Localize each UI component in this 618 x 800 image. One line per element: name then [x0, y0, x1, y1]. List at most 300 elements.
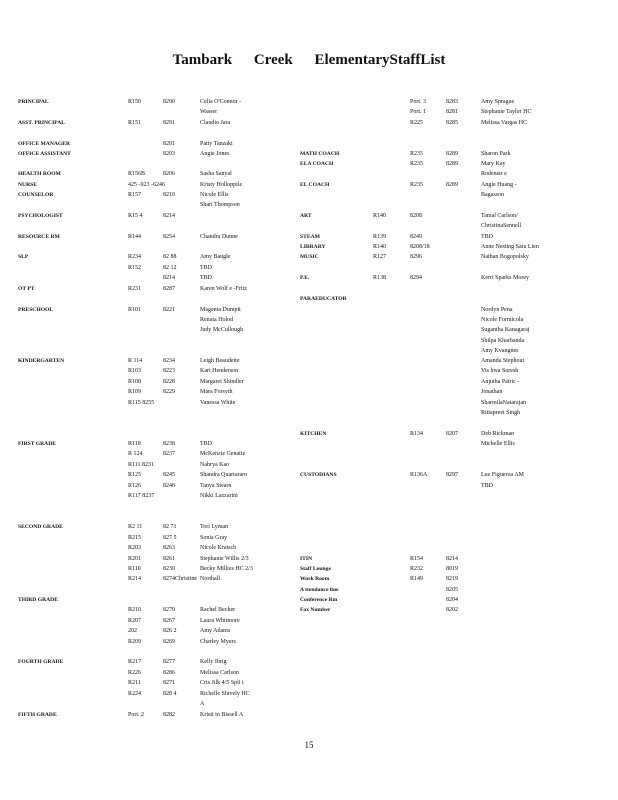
- staff-row: [300, 221, 600, 231]
- staff-name: Tori Lyman: [200, 524, 229, 530]
- staff-dept: ELA COACH: [300, 161, 334, 167]
- staff-row: [300, 252, 600, 262]
- staff-row: [18, 637, 288, 647]
- staff-dept: A ttendance line: [300, 587, 339, 593]
- staff-row: [18, 657, 288, 667]
- staff-room: R215: [128, 535, 142, 541]
- staff-name: Kristi in Bissell A: [200, 712, 244, 718]
- staff-row: [18, 377, 288, 387]
- staff-ext: 828 4: [163, 691, 177, 697]
- staff-name: Richelle Shively HC: [200, 691, 250, 697]
- staff-name: Sharon Park: [481, 151, 511, 157]
- staff-ext: 8263: [163, 545, 175, 551]
- staff-ext: 827 5: [163, 535, 177, 541]
- staff-room: R2 11: [128, 524, 143, 530]
- staff-name: Patty Tanzaki: [200, 141, 233, 147]
- staff-ext: 8289: [446, 182, 458, 188]
- staff-room: R203: [128, 545, 142, 551]
- staff-name: Amy Sprague: [481, 99, 515, 105]
- staff-dept: FIFTH GRADE: [18, 712, 57, 718]
- staff-row: [18, 543, 288, 553]
- staff-name: Rittapreet Singh: [481, 410, 521, 416]
- staff-name: Mary Kay: [481, 161, 506, 167]
- staff-room: R115 8255: [128, 400, 155, 406]
- staff-row: [300, 481, 600, 491]
- staff-port: R225: [410, 120, 424, 126]
- staff-name: Vis hwa Suresh: [481, 368, 519, 374]
- staff-name: Nathan Bogopolsky: [481, 254, 529, 260]
- staff-room: R224: [128, 691, 142, 697]
- staff-room: R109: [128, 389, 142, 395]
- staff-row: [18, 554, 288, 564]
- staff-ext: 82 88: [163, 254, 177, 260]
- staff-dept: SLP: [18, 254, 29, 260]
- staff-ext: 8230: [163, 566, 175, 572]
- staff-row: [300, 211, 600, 221]
- staff-room: R231: [128, 286, 142, 292]
- staff-port: Port. 1: [410, 109, 427, 115]
- staff-row: [18, 491, 288, 501]
- staff-room: R226: [128, 670, 142, 676]
- staff-row: [18, 149, 288, 159]
- staff-room: R156B: [128, 171, 146, 177]
- staff-ext: 8202: [446, 607, 458, 613]
- staff-dept: HEALTH ROOM: [18, 171, 61, 177]
- staff-ext: 8291: [163, 120, 175, 126]
- staff-port: 8208: [410, 213, 422, 219]
- staff-dept: MATH COACH: [300, 151, 340, 157]
- staff-port: R136A: [410, 472, 428, 478]
- staff-ext: 8214: [163, 275, 175, 281]
- staff-room: R110: [128, 566, 141, 572]
- staff-dept: Fax Number: [300, 607, 331, 613]
- staff-ext: 8282: [163, 712, 175, 718]
- staff-dept: ASST. PRINCIPAL: [18, 120, 66, 126]
- staff-name: Kristy Holloppile: [200, 182, 243, 188]
- staff-row: [18, 211, 288, 221]
- staff-ext: 8261: [163, 556, 175, 562]
- staff-row: [300, 564, 600, 574]
- staff-ext: 8297: [446, 472, 458, 478]
- staff-ext: 8210: [163, 192, 175, 198]
- staff-room: Port. 2: [128, 712, 145, 718]
- staff-dept: RESOURCE RM: [18, 234, 60, 240]
- staff-name: Wasser: [200, 109, 218, 115]
- page-title: Tambark Creek ElementaryStaffList: [172, 52, 446, 68]
- staff-name: Tanya Stearn: [200, 483, 232, 489]
- staff-row: [18, 169, 288, 179]
- staff-name: Shandra Quartararo: [200, 472, 248, 478]
- staff-ext: 8283: [446, 99, 458, 105]
- staff-ext: 8205: [446, 587, 458, 593]
- staff-ext: 8203: [163, 151, 175, 157]
- staff-room: 202: [128, 628, 137, 634]
- staff-name: Karen Wolf e -Fritz: [200, 286, 247, 292]
- staff-room: R140: [373, 244, 387, 250]
- staff-row: [18, 273, 288, 283]
- staff-room: R15 4: [128, 213, 143, 219]
- staff-name: Nicole Formicola: [481, 317, 524, 323]
- staff-ext: 8207: [446, 431, 458, 437]
- staff-name: Laura Whitmore: [200, 618, 240, 624]
- staff-row: [300, 107, 600, 117]
- staff-port: Port. 3: [410, 99, 427, 105]
- staff-name: Renata Holod: [200, 317, 234, 323]
- staff-row: [18, 616, 288, 626]
- staff-room: R 114: [128, 358, 143, 364]
- staff-dept: PSYCHOLOGIST: [18, 213, 63, 219]
- staff-name: Sonia Gray: [200, 535, 228, 541]
- staff-name: Nordyn Pena: [481, 307, 513, 313]
- staff-ext: 8270: [163, 607, 175, 613]
- staff-name: Sasha Sanyal: [200, 171, 232, 177]
- staff-row: [300, 595, 600, 605]
- staff-name: TBD: [200, 275, 212, 281]
- staff-name: Luz Figueroa AM: [481, 472, 524, 478]
- staff-ext: 8229: [163, 389, 175, 395]
- staff-name: Claudio Jara: [200, 120, 231, 126]
- staff-row: [18, 387, 288, 397]
- staff-ext: 8234: [163, 358, 175, 364]
- staff-row: [18, 439, 288, 449]
- staff-room: R103: [128, 368, 142, 374]
- staff-room: R117 8237: [128, 493, 155, 499]
- staff-dept: PRESCHOOL: [18, 307, 54, 313]
- staff-name: Rachel Becker: [200, 607, 236, 613]
- staff-row: [18, 574, 288, 584]
- staff-ext: 8206: [163, 171, 175, 177]
- staff-name: Stephanie Taylor HC: [481, 109, 532, 115]
- staff-row: [300, 554, 600, 564]
- staff-name: SharmilaNatarajan: [481, 400, 526, 406]
- staff-row: [300, 305, 600, 315]
- staff-dept: NURSE: [18, 182, 37, 188]
- staff-dept: STEAM: [300, 234, 320, 240]
- staff-row: [300, 366, 600, 376]
- staff-row: [18, 449, 288, 459]
- staff-name: Kelly Ibrig: [200, 659, 227, 665]
- staff-name: Judy McCullough: [200, 327, 244, 333]
- staff-ext: 8245: [163, 472, 175, 478]
- staff-ext: 8287: [163, 286, 175, 292]
- staff-name: TBD: [200, 441, 212, 447]
- staff-row: [300, 315, 600, 325]
- staff-room: R140: [373, 213, 387, 219]
- staff-row: [300, 325, 600, 335]
- staff-port: R134: [410, 431, 424, 437]
- staff-ext: 8228: [163, 379, 175, 385]
- staff-ext: 8221: [163, 307, 175, 313]
- staff-dept: PARAEDUCATOR: [300, 296, 347, 302]
- staff-name: ChristinaSennell: [481, 223, 521, 229]
- staff-row: [300, 273, 600, 283]
- staff-row: [300, 377, 600, 387]
- staff-room: R108: [128, 379, 142, 385]
- staff-port: 8208/18: [410, 244, 430, 250]
- staff-name: Mara Forsyth: [200, 389, 233, 395]
- staff-row: [18, 398, 288, 408]
- staff-port: R154: [410, 556, 424, 562]
- staff-dept: KINDERGARTEN: [18, 358, 65, 364]
- staff-room: R125: [128, 472, 142, 478]
- staff-name: Sugantha Kanagaraj: [481, 327, 530, 333]
- staff-row: [18, 118, 288, 128]
- staff-row: [300, 169, 600, 179]
- staff-dept: CUSTODIANS: [300, 472, 337, 478]
- staff-room: R152: [128, 265, 142, 271]
- staff-name: Celia O'Connor -: [200, 99, 242, 105]
- staff-port: R235: [410, 182, 424, 188]
- staff-dept: ITIN: [300, 556, 313, 562]
- staff-dept: THIRD GRADE: [18, 597, 58, 603]
- staff-port: R235: [410, 161, 424, 167]
- staff-ext: 82 12: [163, 265, 177, 271]
- staff-name: Amy Baugle: [200, 254, 231, 260]
- staff-row: [18, 699, 288, 709]
- staff-row: [300, 387, 600, 397]
- staff-dept: MUSIC: [300, 254, 319, 260]
- staff-dept: OT PT: [18, 286, 35, 292]
- staff-row: [18, 284, 288, 294]
- staff-name: Shari Thompson: [200, 202, 240, 208]
- staff-name: TBD: [481, 483, 493, 489]
- staff-dept: FIRST GRADE: [18, 441, 56, 447]
- staff-row: [18, 232, 288, 242]
- staff-ext: 8214: [446, 556, 458, 562]
- staff-ext: 8246: [163, 483, 175, 489]
- staff-row: [300, 346, 600, 356]
- staff-row: [300, 470, 600, 480]
- staff-row: [18, 689, 288, 699]
- staff-ext: 8277: [163, 659, 175, 665]
- staff-dept: EL COACH: [300, 182, 330, 188]
- staff-name: Tamal Carlson/: [481, 213, 518, 219]
- staff-ext: 8267: [163, 618, 175, 624]
- staff-room: R157: [128, 192, 142, 198]
- staff-dept: Conference Rm: [300, 597, 338, 603]
- staff-dept: Staff Lounge: [300, 566, 331, 572]
- staff-row: [18, 305, 288, 315]
- staff-dept: OFFICE ASSISTANT: [18, 151, 71, 157]
- staff-name: Leigh Beaudette: [200, 358, 240, 364]
- staff-ext: 8286: [163, 670, 175, 676]
- staff-ext: 8271: [163, 680, 175, 686]
- staff-row: [18, 180, 288, 190]
- staff-ext: 8274Christine: [163, 576, 197, 582]
- staff-row: [18, 678, 288, 688]
- staff-row: [18, 668, 288, 678]
- staff-row: [18, 522, 288, 532]
- staff-name: Stephanie Willis 2/3: [200, 556, 249, 562]
- staff-ext: 8289: [446, 151, 458, 157]
- staff-row: [300, 429, 600, 439]
- staff-room: R151: [128, 120, 142, 126]
- staff-row: [18, 605, 288, 615]
- staff-row: [18, 626, 288, 636]
- staff-ext: 8289: [446, 161, 458, 167]
- staff-ext: 8285: [446, 120, 458, 126]
- staff-name: Amy Kvangnes: [481, 348, 519, 354]
- staff-ext: 826 2: [163, 628, 177, 634]
- staff-ext: 82 71: [163, 524, 177, 530]
- staff-name: Charley Myers: [200, 639, 236, 645]
- staff-row: [300, 242, 600, 252]
- staff-row: [18, 190, 288, 200]
- staff-room: R210: [128, 607, 142, 613]
- staff-row: [300, 574, 600, 584]
- staff-dept: SECOND GRADE: [18, 524, 63, 530]
- staff-row: [18, 97, 288, 107]
- staff-name: Anne Nesting Sara Lien: [481, 244, 539, 250]
- staff-name: Deb Rickman: [481, 431, 515, 437]
- staff-room: R118: [128, 441, 141, 447]
- staff-row: [300, 149, 600, 159]
- staff-dept: P.E.: [300, 275, 310, 281]
- staff-name: Melissa Carlson: [200, 670, 239, 676]
- staff-name: Nicole Ellis: [200, 192, 229, 198]
- staff-row: [18, 366, 288, 376]
- staff-row: [18, 139, 288, 149]
- staff-row: [18, 481, 288, 491]
- staff-name: Nicole Kratsch: [200, 545, 237, 551]
- staff-room: R150: [128, 99, 142, 105]
- staff-room: R217: [128, 659, 142, 665]
- staff-row: [300, 605, 600, 615]
- staff-ext: 8269: [163, 639, 175, 645]
- staff-row: [300, 336, 600, 346]
- staff-row: [300, 159, 600, 169]
- staff-name: Northall: [200, 576, 220, 582]
- staff-row: [300, 118, 600, 128]
- staff-name: Kerri Sparks Morey: [481, 275, 529, 281]
- staff-room: R101: [128, 307, 142, 313]
- staff-name: Becky Millies HC 2/3: [200, 566, 253, 572]
- staff-ext: 8219: [446, 576, 458, 582]
- staff-ext: 8281: [446, 109, 458, 115]
- staff-room: R127: [373, 254, 387, 260]
- staff-ext: 8290: [163, 99, 175, 105]
- staff-row: [18, 356, 288, 366]
- staff-ext: 8214: [163, 213, 175, 219]
- staff-row: [18, 325, 288, 335]
- staff-room: R201: [128, 556, 142, 562]
- staff-ext: 8204: [446, 597, 458, 603]
- staff-name: Cris Jilk 4/5 Spli t: [200, 680, 244, 686]
- staff-ext: 8019: [446, 566, 458, 572]
- staff-room: R111 8231: [128, 462, 155, 468]
- staff-name: Nahrya Kao: [200, 462, 230, 468]
- staff-name: McKenzie Genatie: [200, 451, 246, 457]
- staff-row: [18, 470, 288, 480]
- staff-room: 425 -923 -6246: [128, 182, 165, 188]
- staff-row: [18, 263, 288, 273]
- staff-row: [300, 190, 600, 200]
- staff-name: Margaret Shindler: [200, 379, 244, 385]
- staff-row: [18, 252, 288, 262]
- staff-row: [300, 408, 600, 418]
- staff-row: [18, 460, 288, 470]
- staff-room: R 124: [128, 451, 143, 457]
- staff-name: Chandra Dunne: [200, 234, 238, 240]
- staff-name: Michelle Ellis: [481, 441, 515, 447]
- staff-name: Rodenstr e: [481, 171, 507, 177]
- staff-name: TBD: [481, 234, 493, 240]
- staff-room: R138: [373, 275, 387, 281]
- staff-row: [18, 315, 288, 325]
- staff-ext: 8237: [163, 451, 175, 457]
- staff-name: Bagasson: [481, 192, 504, 198]
- staff-name: Jonathan: [481, 389, 503, 395]
- staff-room: R126: [128, 483, 142, 489]
- page-number: 15: [304, 740, 314, 750]
- staff-ext: 8223: [163, 368, 175, 374]
- staff-room: R209: [128, 639, 142, 645]
- staff-name: Amanda Stephout: [481, 358, 525, 364]
- staff-row: [300, 439, 600, 449]
- staff-name: Shilpa Kharbanda: [481, 338, 525, 344]
- staff-port: 8294: [410, 275, 422, 281]
- staff-row: [300, 585, 600, 595]
- staff-dept: ART: [300, 213, 312, 219]
- staff-port: R235: [410, 151, 424, 157]
- staff-room: R139: [373, 234, 387, 240]
- staff-port: R149: [410, 576, 424, 582]
- staff-name: Angie Huang -: [481, 182, 517, 188]
- staff-row: [18, 533, 288, 543]
- staff-port: 8296: [410, 254, 422, 260]
- staff-dept: KITCHEN: [300, 431, 327, 437]
- staff-name: Nikki Lazzarini: [200, 493, 238, 499]
- staff-dept: FOURTH GRADE: [18, 659, 64, 665]
- staff-row: [300, 232, 600, 242]
- staff-row: [300, 398, 600, 408]
- staff-name: Magenta Dumpit: [200, 307, 241, 313]
- staff-name: A: [200, 701, 205, 707]
- staff-name: Kari Henderson: [200, 368, 239, 374]
- staff-ext: 8254: [163, 234, 175, 240]
- staff-dept: LIBRARY: [300, 244, 326, 250]
- staff-row: [18, 107, 288, 117]
- staff-row: [18, 564, 288, 574]
- staff-room: R207: [128, 618, 142, 624]
- staff-row: [300, 356, 600, 366]
- staff-row: [300, 294, 600, 304]
- staff-port: 8249: [410, 234, 422, 240]
- staff-name: Amy Adams: [200, 628, 231, 634]
- staff-row: [18, 595, 288, 605]
- staff-dept: OFFICE MANAGER: [18, 141, 71, 147]
- staff-name: Anjutha Patric -: [481, 379, 520, 385]
- staff-room: R144: [128, 234, 142, 240]
- staff-name: Melissa Vargas HC: [481, 120, 528, 126]
- staff-ext: 8238: [163, 441, 175, 447]
- staff-row: [18, 710, 288, 720]
- staff-name: Vanessa White: [200, 400, 236, 406]
- staff-ext: 8201: [163, 141, 175, 147]
- staff-name: TBD: [200, 265, 212, 271]
- staff-room: R234: [128, 254, 142, 260]
- staff-row: [300, 180, 600, 190]
- staff-row: [300, 97, 600, 107]
- staff-dept: COUNSELOR: [18, 192, 54, 198]
- staff-dept: Work Room: [300, 576, 330, 582]
- staff-room: R214: [128, 576, 142, 582]
- staff-dept: PRINCIPAL: [18, 99, 49, 105]
- staff-port: R232: [410, 566, 424, 572]
- staff-name: Angie Jones: [200, 151, 230, 157]
- staff-room: R211: [128, 680, 141, 686]
- staff-row: [18, 200, 288, 210]
